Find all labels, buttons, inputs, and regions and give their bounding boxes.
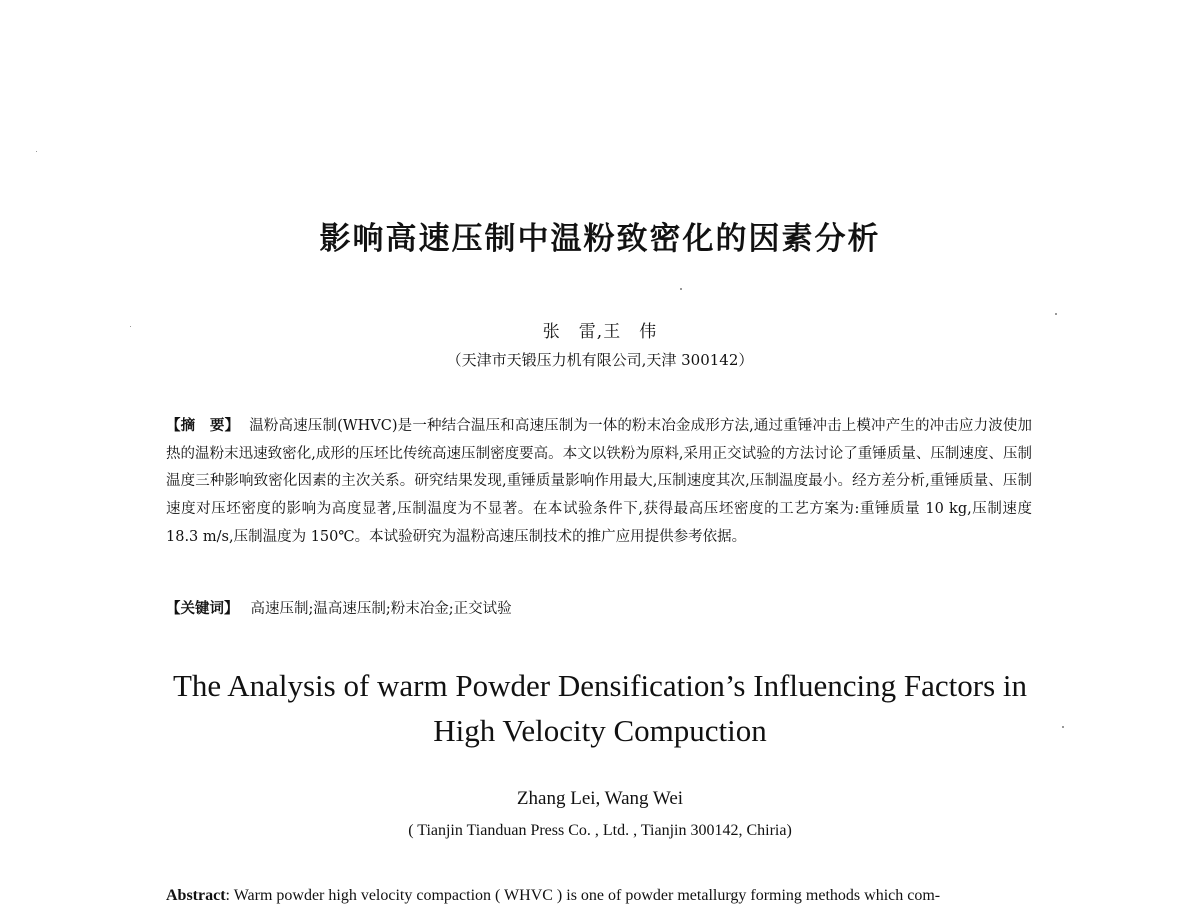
scan-speck: [680, 288, 682, 290]
chinese-authors: 张 雷,王 伟: [542, 322, 658, 342]
chinese-affiliation: （天津市天锻压力机有限公司,天津 300142）: [446, 351, 754, 369]
chinese-keywords-label: 【关键词】: [166, 601, 239, 617]
chinese-abstract: [166, 413, 1032, 552]
english-abstract: [166, 887, 1046, 905]
english-abstract-text: : Warm powder high velocity compaction ( WHVC ) is one of powder metallurgy forming methods which com-: [225, 887, 941, 904]
chinese-keywords: [166, 597, 1032, 618]
english-affiliation: ( Tianjin Tianduan Press Co. , Ltd. , Tianjin 300142, Chiria): [408, 822, 792, 839]
chinese-keywords-text: 高速压制;温高速压制;粉末冶金;正交试验: [250, 601, 512, 617]
english-title-line-1: The Analysis of warm Powder Densification’s Influencing Factors in: [172, 668, 1028, 703]
english-authors: Zhang Lei, Wang Wei: [516, 788, 684, 809]
scan-speck: [130, 326, 131, 327]
chinese-abstract-label: 【摘 要】: [166, 418, 240, 434]
english-title-line-2: High Velocity Compuction: [433, 713, 767, 748]
scan-speck: [1062, 726, 1064, 728]
english-title: [100, 663, 1100, 753]
chinese-title: 影响高速压制中温粉致密化的因素分析: [319, 221, 881, 257]
chinese-abstract-text: 温粉高速压制(WHVC)是一种结合温压和高速压制为一体的粉末冶金成形方法,通过重锤冲击上模冲产生的冲击应力波使加热的温粉末迅速致密化,成形的压坯比传统高速压制密度要高。本文以铁粉为原料,采用正交试验的方法讨论了重锤质量、压制速度、压制温度三种影响致密化因素的主次关系。研究结果发现,重锤质量影响作用最大,压制速度其次,压制温度最小。经方差分析,重锤质量、压制速度对压坯密度的影响为高度显著,压制温度为不显著。在本试验条件下,获得最高压坯密度的工艺方案为:重锤质量 10 kg,压制速度 18.3 m/s,压制温度为 150℃。本试验研究为温粉高速压制技术的推广应用提供参考依据。: [166, 418, 1032, 545]
scan-speck: [36, 151, 37, 152]
english-abstract-label: Abstract: [166, 887, 226, 904]
scan-speck: [1055, 313, 1057, 315]
